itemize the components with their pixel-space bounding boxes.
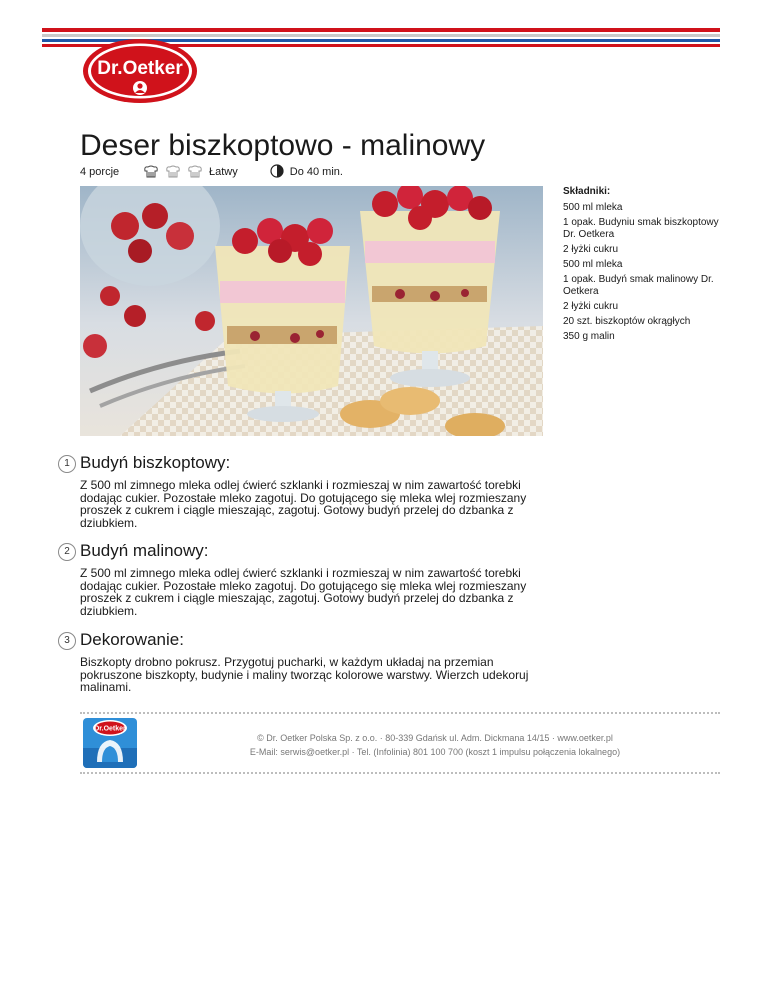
svg-text:Dr.Oetker: Dr.Oetker bbox=[97, 58, 183, 79]
portions-label: 4 porcje bbox=[80, 166, 120, 178]
step-text: Z 500 ml zimnego mleka odlej ćwierć szklanki i rozmieszaj w nim zawartość torebki dodając cukier. Pozostałe mleko zagotuj. Do gotującego się mleka wlej rozmieszany proszek z cukrem i ciągle mieszając, zagotuj. Gotowy budyń przelej do dzbanka z dziubkiem. bbox=[80, 478, 527, 530]
ingredient-item: 2 łyżki cukru bbox=[563, 244, 619, 255]
recipe-photo bbox=[80, 186, 543, 436]
chef-hat-icon bbox=[142, 165, 160, 179]
footer-contact-line: E-Mail: serwis@oetker.pl · Tel. (Infolinia) 801 100 700 (koszt 1 impulsu połączenia lokalnego) bbox=[249, 747, 621, 757]
ingredient-item: 1 opak. Budyniu smak biszkoptowy Dr. Oetkera bbox=[563, 217, 719, 240]
ingredient-item: 500 ml mleka bbox=[563, 259, 623, 270]
chef-hat-icon bbox=[164, 165, 182, 179]
recipe-meta bbox=[80, 163, 343, 181]
footer-divider-top bbox=[80, 712, 720, 714]
ingredients-panel bbox=[563, 186, 733, 346]
step-text: Z 500 ml zimnego mleka odlej ćwierć szklanki i rozmieszaj w nim zawartość torebki dodając cukier. Pozostałe mleko zagotuj. Do gotującego się mleka wlej rozmieszany proszek z cukrem i ciągle mieszając, zagotuj. Gotowy budyń przelej do dzbanka z dziubkiem. bbox=[80, 566, 527, 618]
step-number: 3 bbox=[58, 632, 76, 650]
ingredient-item: 20 szt. biszkoptów okrągłych bbox=[563, 316, 691, 327]
ingredient-item: 1 opak. Budyń smak malinowy Dr. Oetkera bbox=[563, 274, 714, 297]
recipe-title: Deser biszkoptowo - malinowy bbox=[80, 129, 486, 162]
step-number: 2 bbox=[58, 543, 76, 561]
ingredient-item: 2 łyżki cukru bbox=[563, 301, 619, 312]
step-number: 1 bbox=[58, 455, 76, 473]
header-stripe-red-top bbox=[42, 28, 720, 32]
step-text: Biszkopty drobno pokrusz. Przygotuj pucharki, w każdym układaj na przemian pokruszone biszkopty, budynie i maliny tworząc kolorowe warstwy. Wierzch udekoruj malinami. bbox=[80, 655, 529, 694]
step-title: Budyń biszkoptowy: bbox=[80, 453, 231, 472]
chef-hat-icon bbox=[186, 165, 204, 179]
ingredients-title: Składniki: bbox=[563, 186, 611, 197]
footer-text bbox=[150, 731, 720, 759]
difficulty-icons bbox=[142, 165, 204, 179]
svg-text:Dr.Oetker: Dr.Oetker bbox=[94, 725, 126, 733]
footer-company-line: © Dr. Oetker Polska Sp. z o.o. · 80-339 Gdańsk ul. Adm. Dickmana 14/15 · www.oetker.pl bbox=[257, 733, 613, 743]
footer-logo[interactable] bbox=[83, 718, 137, 768]
footer-divider-bottom bbox=[80, 772, 720, 774]
clock-icon bbox=[270, 164, 284, 181]
dr-oetker-logo[interactable] bbox=[82, 38, 198, 104]
header-stripe-gray bbox=[42, 34, 720, 37]
ingredient-item: 500 ml mleka bbox=[563, 202, 623, 213]
difficulty-label: Łatwy bbox=[209, 166, 238, 178]
time-label: Do 40 min. bbox=[289, 166, 343, 178]
step-title: Budyń malinowy: bbox=[80, 541, 209, 560]
step-title: Dekorowanie: bbox=[80, 630, 184, 649]
ingredient-item: 350 g malin bbox=[563, 331, 615, 342]
